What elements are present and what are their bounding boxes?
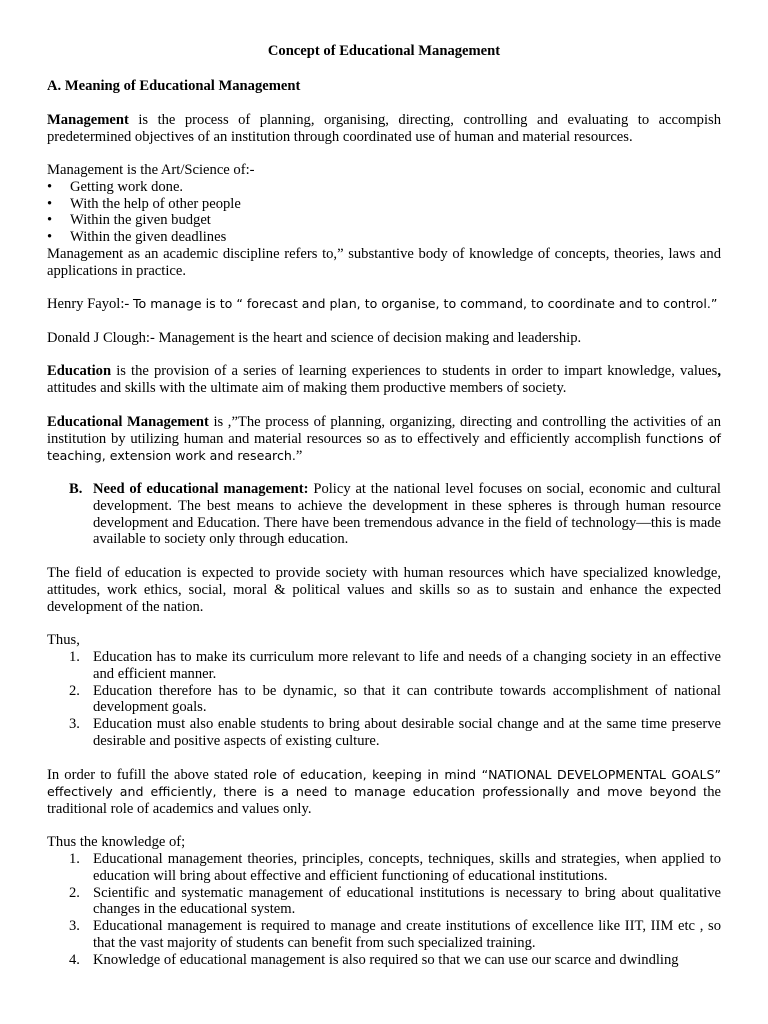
section-b-text: Policy at the national level focuses on social, economic and cultural development. The best means to achieve the development in these spheres is through human resource development and Education. There have been tremendous advance in the field of technology—this is made available to society only through education.	[93, 481, 721, 548]
needs-list	[69, 649, 721, 750]
field-of-education-para: The field of education is expected to provide society with human resources which have specialized knowledge, attitudes, work ethics, social, moral & political values and skills so as to sustain and enhance the expected development of the nation.	[47, 565, 721, 615]
list-item	[47, 212, 721, 229]
list-item	[69, 683, 721, 717]
list-item	[47, 179, 721, 196]
edu-mgmt-term: Educational Management	[47, 414, 209, 430]
list-item	[47, 196, 721, 213]
knowledge-list	[69, 851, 721, 969]
thus-label: Thus,	[47, 632, 80, 648]
list-number: 3.	[69, 716, 80, 733]
list-number: 3.	[69, 918, 80, 935]
list-item	[69, 649, 721, 683]
edu-mgmt-def-close: ”	[295, 447, 303, 464]
bullet-text: Within the given deadlines	[70, 229, 227, 246]
list-text: Educational management theories, principles, concepts, techniques, skills and strategies, when applied to education will bring about effective and efficient functioning of educational institutions.	[93, 851, 721, 884]
bullet-icon: •	[47, 195, 53, 212]
list-item	[69, 716, 721, 750]
in-order-text-2: role of education, keeping in mind “NATIONAL DEVELOPMENTAL GOALS” effectively and efficiently, there is a need to manage education professionally and move beyond	[47, 767, 721, 799]
section-b-para	[93, 481, 721, 548]
art-science-list	[47, 162, 721, 280]
list-item	[69, 851, 721, 885]
bullet-icon: •	[47, 229, 53, 246]
list-text: Education has to make its curriculum more relevant to life and needs of a changing society in an effective and efficient manner.	[93, 649, 721, 682]
list-text: Knowledge of educational management is also required so that we can use our scarce and dwindling	[93, 951, 679, 968]
education-term: Education	[47, 363, 112, 379]
list-number: 2.	[69, 682, 80, 699]
edu-mgmt-def-functions: functions of teaching, extension work and research.	[47, 430, 721, 463]
bullet-icon: •	[47, 178, 53, 195]
education-definition	[47, 363, 721, 397]
list-item	[69, 885, 721, 919]
section-a-heading: A. Meaning of Educational Management	[47, 78, 301, 94]
bullet-text: Within the given budget	[70, 212, 211, 229]
educational-management-definition	[47, 414, 721, 464]
list-number: 4.	[69, 951, 80, 968]
document-title: Concept of Educational Management	[267, 43, 501, 59]
list-text: Educational management is required to manage and create institutions of excellence like IIT, IIM etc , so that the vast majority of students can benefit from such specialized training.	[93, 918, 721, 951]
edu-mgmt-def-text: is ,”The process of planning, organizing, directing and controlling the activities of an institution by utilizing human and material resources so as to effectively and efficiently accomplish	[47, 414, 722, 447]
fayol-prefix: Henry Fayol:-	[47, 296, 133, 312]
in-order-para	[47, 767, 721, 817]
list-item	[47, 229, 721, 246]
clough-para: Donald J Clough:- Management is the heart and science of decision making and leadership.	[47, 330, 582, 346]
in-order-text-3: the traditional role of academics and values only.	[47, 783, 721, 817]
management-term: Management	[47, 112, 129, 128]
list-number: 1.	[69, 851, 80, 867]
bullet-icon: •	[47, 212, 53, 229]
management-definition	[47, 112, 721, 146]
list-text: Education therefore has to be dynamic, so that it can contribute towards accomplishment of national development goals.	[93, 682, 721, 716]
list-number: 2.	[69, 884, 80, 901]
section-b	[69, 481, 721, 548]
section-b-heading: Need of educational management:	[93, 481, 309, 497]
list-item	[69, 952, 721, 969]
education-def-text-2: attitudes and skills with the ultimate aim of making them productive members of society.	[47, 379, 567, 396]
list-item	[69, 918, 721, 952]
academic-discipline-para: Management as an academic discipline refers to,” substantive body of knowledge of concepts, theories, laws and applications in practice.	[47, 245, 721, 279]
fayol-quote-para	[47, 296, 721, 313]
knowledge-intro: Thus the knowledge of;	[47, 834, 186, 850]
list-text: Education must also enable students to bring about desirable social change and at the same time preserve desirable and positive aspects of existing culture.	[93, 716, 721, 749]
education-def-text: is the provision of a series of learning experiences to students in order to impart knowledge, values	[111, 363, 718, 379]
section-b-number: B.	[69, 481, 83, 497]
list-text: Scientific and systematic management of educational institutions is necessary to bring about qualitative changes in the educational system.	[93, 884, 721, 918]
fayol-quote: To manage is to “ forecast and plan, to organise, to command, to coordinate and to control.”	[132, 296, 718, 311]
management-def-text: is the process of planning, organising, directing, controlling and evaluating to accompish predetermined objectives of an institution through coordinated use of human and material resources.	[47, 112, 721, 145]
in-order-text-1: In order to fufill the above stated	[47, 767, 254, 783]
bullet-text: Getting work done.	[70, 178, 184, 195]
education-comma: ,	[717, 363, 721, 379]
art-science-intro: Management is the Art/Science of:-	[47, 162, 255, 178]
list-number: 1.	[69, 649, 80, 665]
bullet-text: With the help of other people	[70, 195, 241, 212]
